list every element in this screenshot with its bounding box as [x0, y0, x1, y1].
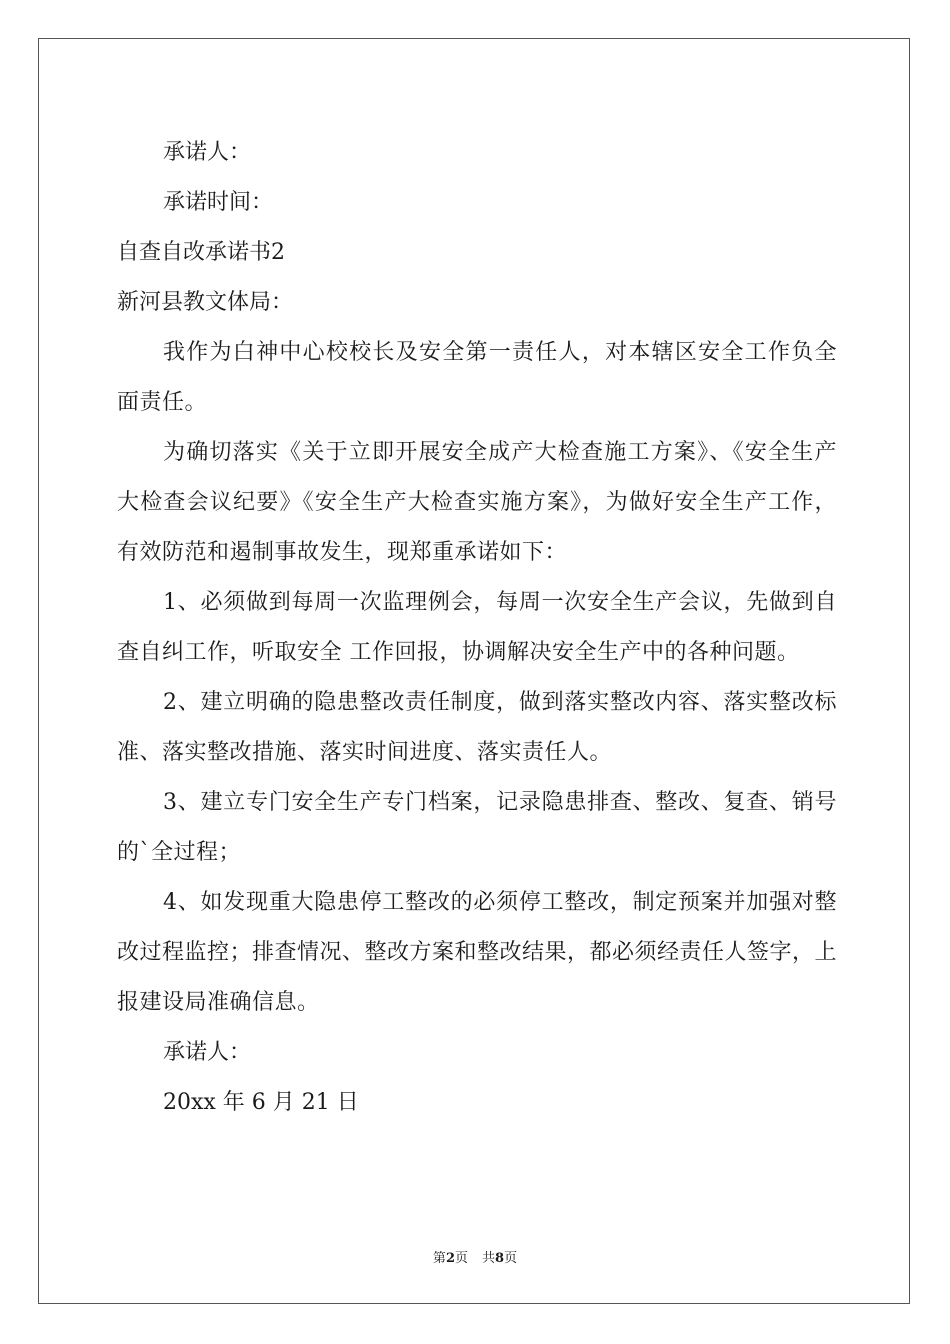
paragraph-purpose: 为确切落实《关于立即开展安全成产大检查施工方案》、《安全生产大检查会议纪要》《安全生产大检查实施方案》，为做好安全生产工作，有效防范和遏制事故发生，现郑重承诺如下： — [117, 440, 837, 565]
page-prefix: 第 — [432, 1251, 446, 1266]
total-prefix: 共 — [482, 1251, 496, 1266]
pledger-label-bottom: 承诺人： — [163, 1040, 252, 1065]
pledge-item-4: 4、如发现重大隐患停工整改的必须停工整改，制定预案并加强对整改过程监控；排查情况、整改方案和整改结果，都必须经责任人签字，上报建设局准确信息。 — [117, 890, 838, 1015]
page-footer — [0, 1247, 950, 1266]
recipient: 新河县教文体局： — [117, 290, 294, 315]
pledger-label-top: 承诺人： — [163, 140, 252, 165]
page-suffix: 页 — [454, 1251, 468, 1266]
pledge-item-2: 2、建立明确的隐患整改责任制度，做到落实整改内容、落实整改标准、落实整改措施、落实时间进度、落实责任人。 — [117, 690, 837, 765]
pledge-item-3: 3、建立专门安全生产专门档案，记录隐患排查、整改、复查、销号的`全过程； — [117, 790, 837, 865]
total-pages: 8 — [495, 1251, 505, 1266]
pledge-time-label: 承诺时间： — [163, 190, 274, 215]
document-body — [117, 128, 837, 1128]
total-suffix: 页 — [504, 1251, 518, 1266]
paragraph-intro: 我作为白神中心校校长及安全第一责任人，对本辖区安全工作负全面责任。 — [117, 340, 837, 415]
page-number: 2 — [445, 1251, 455, 1266]
pledge-date: 20xx 年 6 月 21 日 — [163, 1090, 359, 1115]
document-title: 自查自改承诺书2 — [117, 240, 285, 265]
pledge-item-1: 1、必须做到每周一次监理例会，每周一次安全生产会议，先做到自查自纠工作，听取安全 工作回报，协调解决安全生产中的各种问题。 — [117, 590, 837, 665]
